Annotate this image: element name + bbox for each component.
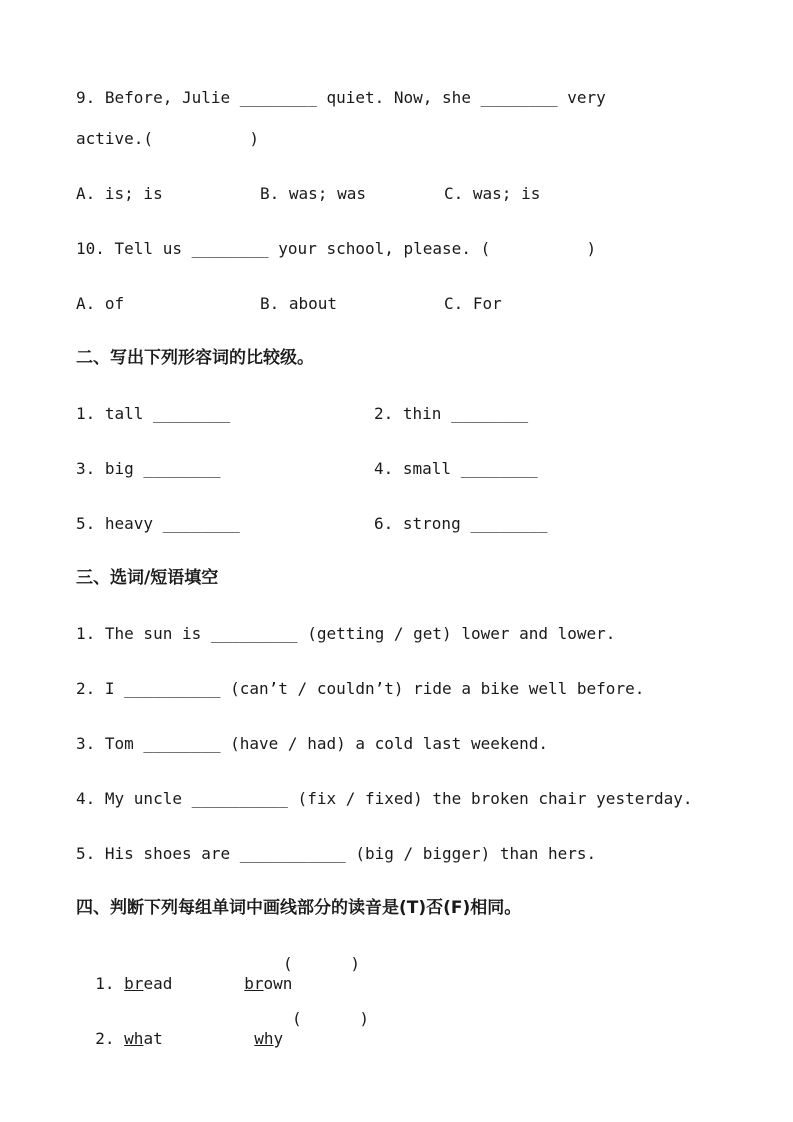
word-rest: own [263, 974, 293, 993]
section3-heading: 三、选词/短语填空 [76, 568, 219, 588]
q9-option-c: C. was; is [444, 184, 541, 203]
q10-option-c: C. For [444, 294, 502, 313]
section2-item: 3. big ________ [76, 459, 221, 478]
section2-item: 5. heavy ________ [76, 514, 240, 533]
section3-item: 5. His shoes are ___________ (big / bigger) than hers. [76, 844, 597, 863]
section2-item: 6. strong ________ [374, 514, 548, 533]
section2-heading: 二、写出下列形容词的比较级。 [76, 348, 314, 368]
section4-item-2-answer: ( ) [292, 1009, 370, 1028]
word-rest: y [273, 1029, 284, 1048]
item-number: 1. [95, 974, 125, 993]
underlined-letters: br [124, 974, 144, 993]
q9-option-b: B. was; was [260, 184, 366, 203]
section2-item: 4. small ________ [374, 459, 538, 478]
underlined-letters: br [244, 974, 264, 993]
section4-item-1-answer: ( ) [283, 954, 361, 973]
q9-stem-line1: 9. Before, Julie ________ quiet. Now, she ________ very [76, 88, 606, 107]
section3-item: 1. The sun is _________ (getting / get) lower and lower. [76, 624, 616, 643]
underlined-letters: wh [124, 1029, 144, 1048]
item-number: 2. [95, 1029, 125, 1048]
word-rest: at [143, 1029, 163, 1048]
q9-option-a: A. is; is [76, 184, 163, 203]
q10-option-a: A. of [76, 294, 125, 313]
word-rest: ead [143, 974, 173, 993]
q10-stem: 10. Tell us ________ your school, please. ( ) [76, 239, 597, 258]
q10-option-b: B. about [260, 294, 338, 313]
q9-stem-line2: active.( ) [76, 129, 260, 148]
section4-heading: 四、判断下列每组单词中画线部分的读音是(T)否(F)相同。 [76, 898, 522, 918]
section2-item: 2. thin ________ [374, 404, 529, 423]
section3-item: 4. My uncle __________ (fix / fixed) the broken chair yesterday. [76, 789, 693, 808]
section4-item-2-word2 [235, 1009, 283, 1049]
section3-item: 2. I __________ (can’t / couldn’t) ride a bike well before. [76, 679, 645, 698]
section3-item: 3. Tom ________ (have / had) a cold last weekend. [76, 734, 549, 753]
section4-item-1 [76, 954, 172, 994]
section4-item-2 [76, 1009, 163, 1049]
section2-item: 1. tall ________ [76, 404, 231, 423]
underlined-letters: wh [254, 1029, 274, 1048]
